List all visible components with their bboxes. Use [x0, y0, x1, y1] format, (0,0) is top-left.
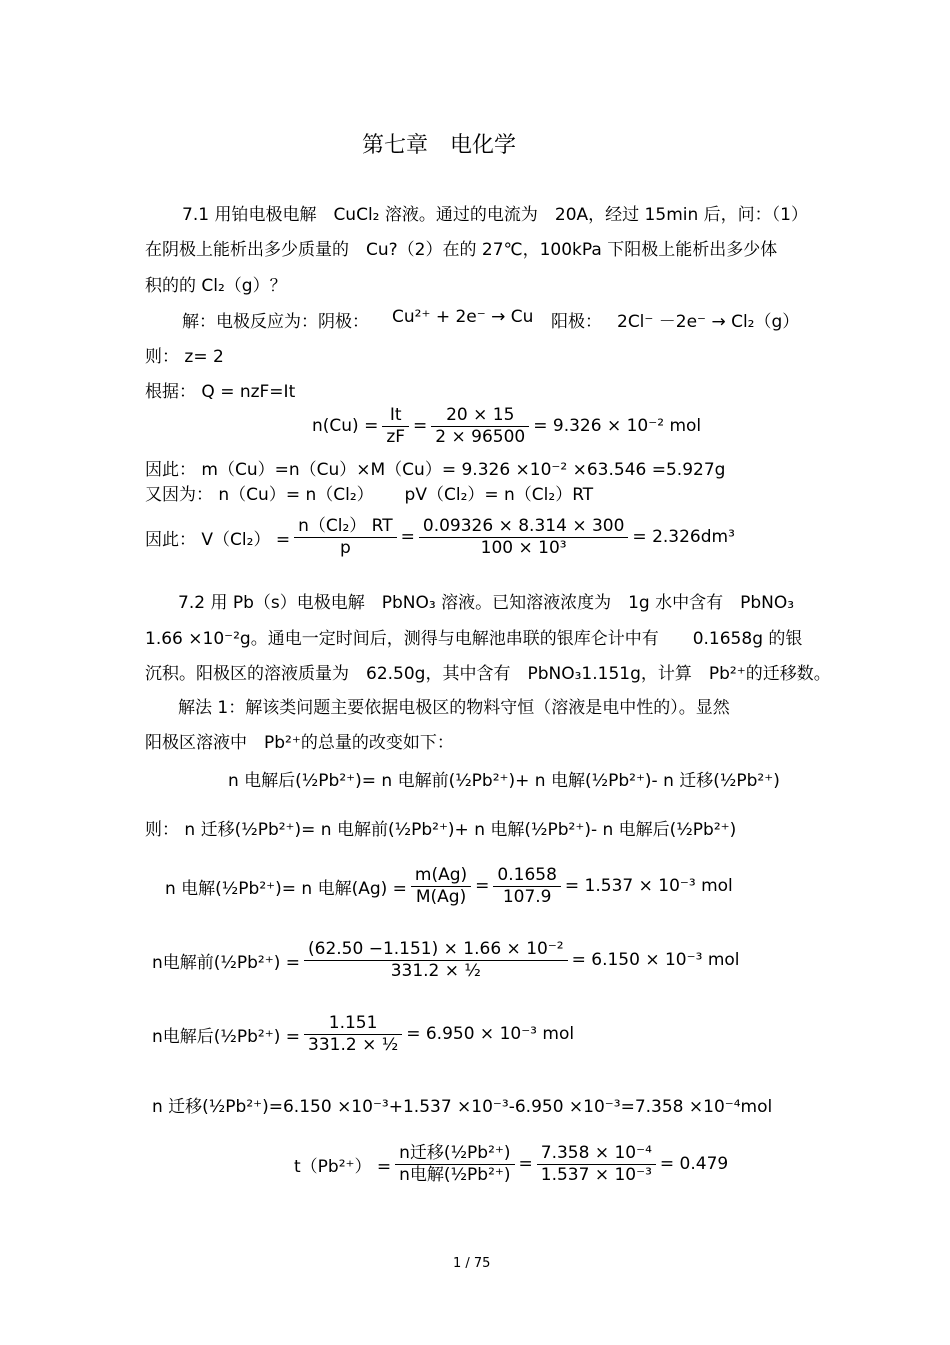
- eqc-lhs: n 电解(½Pb²⁺)= n 电解(Ag) =: [165, 878, 407, 899]
- eq-ncu-frac2: [431, 405, 529, 447]
- eqc-result: = 1.537 × 10⁻³ mol: [564, 876, 733, 896]
- eq-ncu-result: = 9.326 × 10⁻² mol: [533, 416, 702, 436]
- problem-7-2-line3: 沉积。阳极区的溶液质量为 62.50g，其中含有 PbNO₃1.151g，计算 Pb²⁺的迁移数。: [145, 664, 831, 684]
- faraday-basis: 根据： Q = nzF=It: [145, 382, 296, 402]
- eq-ncu-den1: zF: [386, 426, 406, 447]
- solution-7-2-line2: 阳极区溶液中 Pb²⁺的总量的改变如下：: [145, 733, 454, 753]
- eq-ncu-num2: 20 × 15: [431, 405, 529, 426]
- equation-n-after: [152, 1008, 574, 1060]
- eqc-frac1: [411, 865, 471, 907]
- problem-7-1-line3: 积的的 Cl₂（g）？: [145, 276, 287, 296]
- eq-ncu-num1: It: [382, 405, 409, 426]
- eqg-den2: 1.537 × 10⁻³: [540, 1164, 652, 1185]
- eqe-lhs: n电解后(½Pb²⁺) =: [152, 1026, 300, 1047]
- eqd-num: (62.50 −1.151) × 1.66 × 10⁻²: [304, 939, 568, 960]
- eq-ncu-den2: 2 × 96500: [435, 426, 526, 447]
- equation-balance: n 电解后(½Pb²⁺)= n 电解前(½Pb²⁺)+ n 电解(½Pb²⁺)- n 迁移(½Pb²⁺): [228, 771, 780, 791]
- eqd-result: = 6.150 × 10⁻³ mol: [571, 950, 740, 970]
- equation-volume-cl2: 因此： V（Cl₂） = $\frac{\text{n（Cl₂） RT}}{p}$ = $\frac{0.09326 \times 8.314 \times 300}{\text{100 × 10³}}$ = 2.326dm³: [145, 516, 735, 558]
- equation-transference-number: t（Pb²⁺） = $\frac{\text{n迁移(½Pb²⁺)}}{\text{n电解(½Pb²⁺)}}$ = $\frac{\text{7.358 × 10⁻⁴}}{\text{1.537 × 10⁻³}}$ = 0.479: [294, 1143, 729, 1185]
- equation-n-electrolysis: n 电解(½Pb²⁺)= n 电解(Ag) = $\frac{m(Ag)}{M(Ag)}$ = $\frac{0.1658}{107.9}$ = 1.537 × 10⁻³ mol: [165, 865, 733, 907]
- anode-reaction: 2Cl⁻ －2e⁻ → Cl₂（g）: [617, 312, 800, 332]
- vol-lhs: 因此： V（Cl₂） =: [145, 529, 291, 550]
- eqg-frac2: [537, 1143, 656, 1185]
- page-number: 1 / 75: [453, 1256, 491, 1271]
- cathode-reaction: Cu²⁺ + 2e⁻ → Cu: [392, 307, 534, 327]
- vol-num1: n（Cl₂） RT: [294, 516, 397, 537]
- eqg-frac1: [395, 1143, 514, 1185]
- eqd-den: 331.2 × ½: [390, 960, 481, 981]
- mass-cu-line: 因此： m（Cu）=n（Cu）×M（Cu）= 9.326 ×10⁻² ×63.546 =5.927g: [145, 460, 726, 480]
- eqg-lhs: t（Pb²⁺） =: [294, 1156, 392, 1177]
- eqc-frac2: [493, 865, 560, 907]
- equation-n-cu: n(Cu) = $\frac{It}{zF}$ = $\frac{20 \times 15}{2 \times 96500}$ = 9.326 × 10⁻² mol: [312, 405, 702, 447]
- equation-n-before: [152, 934, 740, 986]
- equation-migration: 则： n 迁移(½Pb²⁺)= n 电解前(½Pb²⁺)+ n 电解(½Pb²⁺)- n 电解后(½Pb²⁺): [145, 820, 737, 840]
- vol-frac1: [294, 516, 397, 558]
- solution-electrode-label: 解：电极反应为：阴极：: [182, 312, 369, 332]
- vol-result: = 2.326dm³: [632, 527, 735, 547]
- eqg-den1: n电解(½Pb²⁺): [399, 1164, 511, 1185]
- problem-7-2-line2: 1.66 ×10⁻²g。通电一定时间后，测得与电解池串联的银库仑计中有 0.1658g 的银: [145, 629, 803, 649]
- eqe-den: 331.2 × ½: [308, 1034, 399, 1055]
- eqd-frac: [304, 939, 568, 981]
- eqc-den2: 107.9: [502, 886, 552, 907]
- eqe-num: 1.151: [304, 1013, 402, 1034]
- chapter-title: 第七章 电化学: [362, 133, 517, 158]
- eqe-frac: [304, 1013, 402, 1055]
- eqc-num1: m(Ag): [411, 865, 471, 886]
- eqg-num2: 7.358 × 10⁻⁴: [537, 1143, 656, 1164]
- problem-7-1-line2: 在阴极上能析出多少质量的 Cu?（2）在的 27℃，100kPa 下阳极上能析出多少体: [145, 240, 778, 260]
- eqc-den1: M(Ag): [415, 886, 467, 907]
- anode-label: 阳极：: [551, 312, 602, 332]
- eqc-num2: 0.1658: [493, 865, 560, 886]
- eqg-result: = 0.479: [659, 1154, 729, 1174]
- eqg-num1: n迁移(½Pb²⁺): [395, 1143, 514, 1164]
- eqd-lhs: n电解前(½Pb²⁺) =: [152, 952, 300, 973]
- equation-n-migration-value: n 迁移(½Pb²⁺)=6.150 ×10⁻³+1.537 ×10⁻³-6.950 ×10⁻³=7.358 ×10⁻⁴mol: [152, 1097, 773, 1117]
- ideal-gas-line: 又因为： n（Cu）= n（Cl₂） pV（Cl₂）= n（Cl₂）RT: [145, 485, 594, 505]
- eqe-result: = 6.950 × 10⁻³ mol: [406, 1024, 575, 1044]
- solution-7-2-line1: 解法 1：解该类问题主要依据电极区的物料守恒（溶液是电中性的）。显然: [178, 698, 730, 718]
- vol-den1: p: [339, 537, 351, 558]
- problem-7-2-line1: 7.2 用 Pb（s）电极电解 PbNO₃ 溶液。已知溶液浓度为 1g 水中含有 PbNO₃: [178, 593, 795, 613]
- eq-ncu-frac1: [382, 405, 409, 447]
- problem-7-1-line1: 7.1 用铂电极电解 CuCl₂ 溶液。通过的电流为 20A，经过 15min 后，问：（1）: [182, 205, 808, 225]
- vol-den2: 100 × 10³: [480, 537, 567, 558]
- vol-num2: 0.09326 × 8.314 × 300: [419, 516, 629, 537]
- vol-frac2: [419, 516, 629, 558]
- z-value: 则： z= 2: [145, 347, 224, 367]
- eq-ncu-lhs: n(Cu) =: [312, 416, 379, 436]
